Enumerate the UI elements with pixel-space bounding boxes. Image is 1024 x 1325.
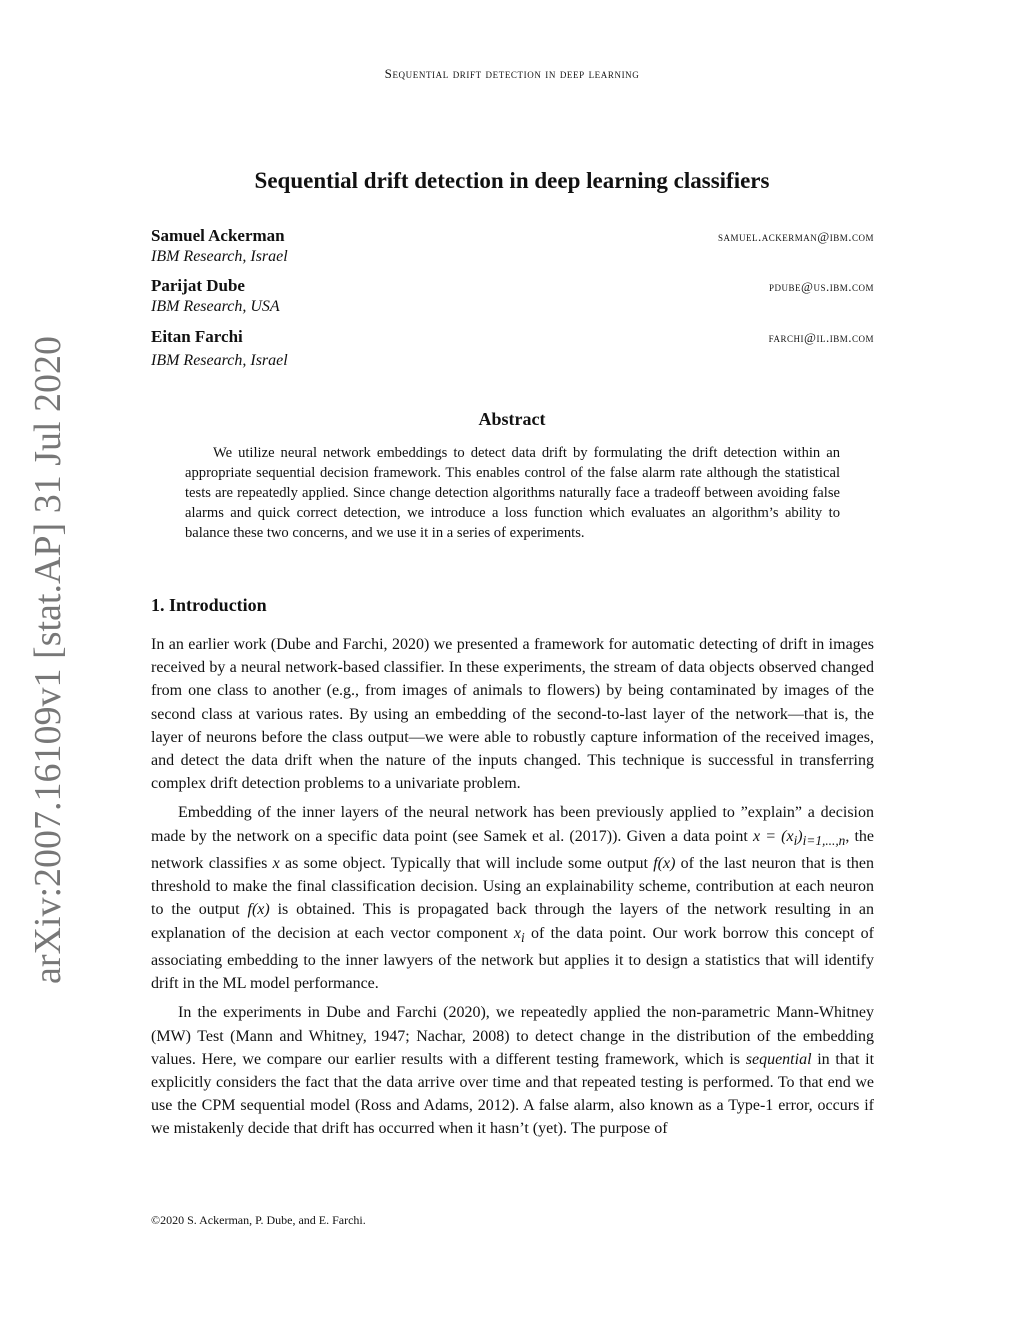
copyright-footnote: ©2020 S. Ackerman, P. Dube, and E. Farchi. [151, 1213, 366, 1227]
author-block-2 [151, 276, 874, 316]
author-name: Parijat Dube [151, 276, 245, 295]
author-affiliation: IBM Research, USA [151, 298, 280, 315]
running-head: Sequential drift detection in deep learning [384, 66, 640, 81]
math-expression: x [272, 855, 280, 873]
author-affiliation: IBM Research, Israel [151, 248, 288, 265]
math-expression: $x = (x_i)_{i=1,...,n}$ [752, 827, 846, 848]
math-expression: $x_i$ [513, 924, 525, 945]
introduction-body [151, 633, 874, 1141]
arxiv-identifier: arXiv:2007.16109v1 [stat.AP] 31 Jul 2020 [27, 335, 69, 985]
abstract-heading: Abstract [478, 409, 546, 429]
math-expression: f(x) [653, 855, 676, 873]
author-email[interactable]: pdube@us.ibm.com [769, 279, 874, 294]
author-name: Samuel Ackerman [151, 226, 285, 245]
author-block-1 [151, 226, 874, 266]
paragraph-2: Embedding of the inner layers of the neural network has been previously applied to ”explain” a decision made by the network on a specific data point (see Samek et al. (2017)). Given a data point $x = (x_i)_{i=1,...,n}$, the network classifies x as some object. Typically that will include some output f(x) of the last neuron that is then threshold to make the final classification decision. Using an explainability scheme, contribution at each neuron to the output f(x) is obtained. This is propagated back through the layers of the network resulting in an explanation of the decision at each vector component $x_i$ of the data point. Our work borrow this concept of associating embedding to the inner lawyers of the network but applies it to design a statistics that will identify drift in the ML model performance. [151, 804, 875, 993]
abstract-text: We utilize neural network embeddings to detect data drift by formulating the drift detection within an appropriate sequential decision framework. This enables control of the false alarm rate although the statistical tests are repeatedly applied. Since change detection algorithms naturally face a tradeoff between avoiding false alarms and quick correct detection, we introduce a loss function which evaluates an algorithm’s ability to balance these two concerns, and we use it in a series of experiments. [185, 445, 840, 541]
math-expression: f(x) [247, 901, 270, 919]
emphasis-sequential: sequential [745, 1050, 812, 1068]
author-affiliation: IBM Research, Israel [151, 352, 288, 369]
author-email[interactable]: samuel.ackerman@ibm.com [718, 229, 874, 244]
paragraph-1: In an earlier work (Dube and Farchi, 2020) we presented a framework for automatic detecting of drift in images received by a neural network-based classifier. In these experiments, the stream of data objects observed changed from one class to another (e.g., from images of animals to flowers) by being contaminated by images of the second class at various rates. By using an embedding of the second-to-last layer of the network—that is, the layer of neurons before the class output—we were able to robustly capture information of the received images, and detect the data drift when the nature of the inputs changed. This technique is successful in transferring complex drift detection problems to a univariate problem. [151, 636, 874, 793]
paper-title: Sequential drift detection in deep learning classifiers [254, 168, 770, 193]
author-name: Eitan Farchi [151, 327, 243, 346]
section-heading-introduction: 1. Introduction [151, 595, 267, 615]
paragraph-3: In the experiments in Dube and Farchi (2020), we repeatedly applied the non-parametric Mann-Whitney (MW) Test (Mann and Whitney, 1947; Nachar, 2008) to detect change in the distribution of the embedding values. Here, we compare our earlier results with a different testing framework, which is sequential in that it explicitly considers the fact that the data arrive over time and that repeated testing is performed. To that end we use the CPM sequential model (Ross and Adams, 2012). A false alarm, also known as a Type-1 error, occurs if we mistakenly decide that drift has occurred when it hasn’t (yet). The purpose of [151, 1004, 875, 1138]
author-block-3 [151, 327, 874, 370]
author-email[interactable]: farchi@il.ibm.com [768, 330, 874, 345]
